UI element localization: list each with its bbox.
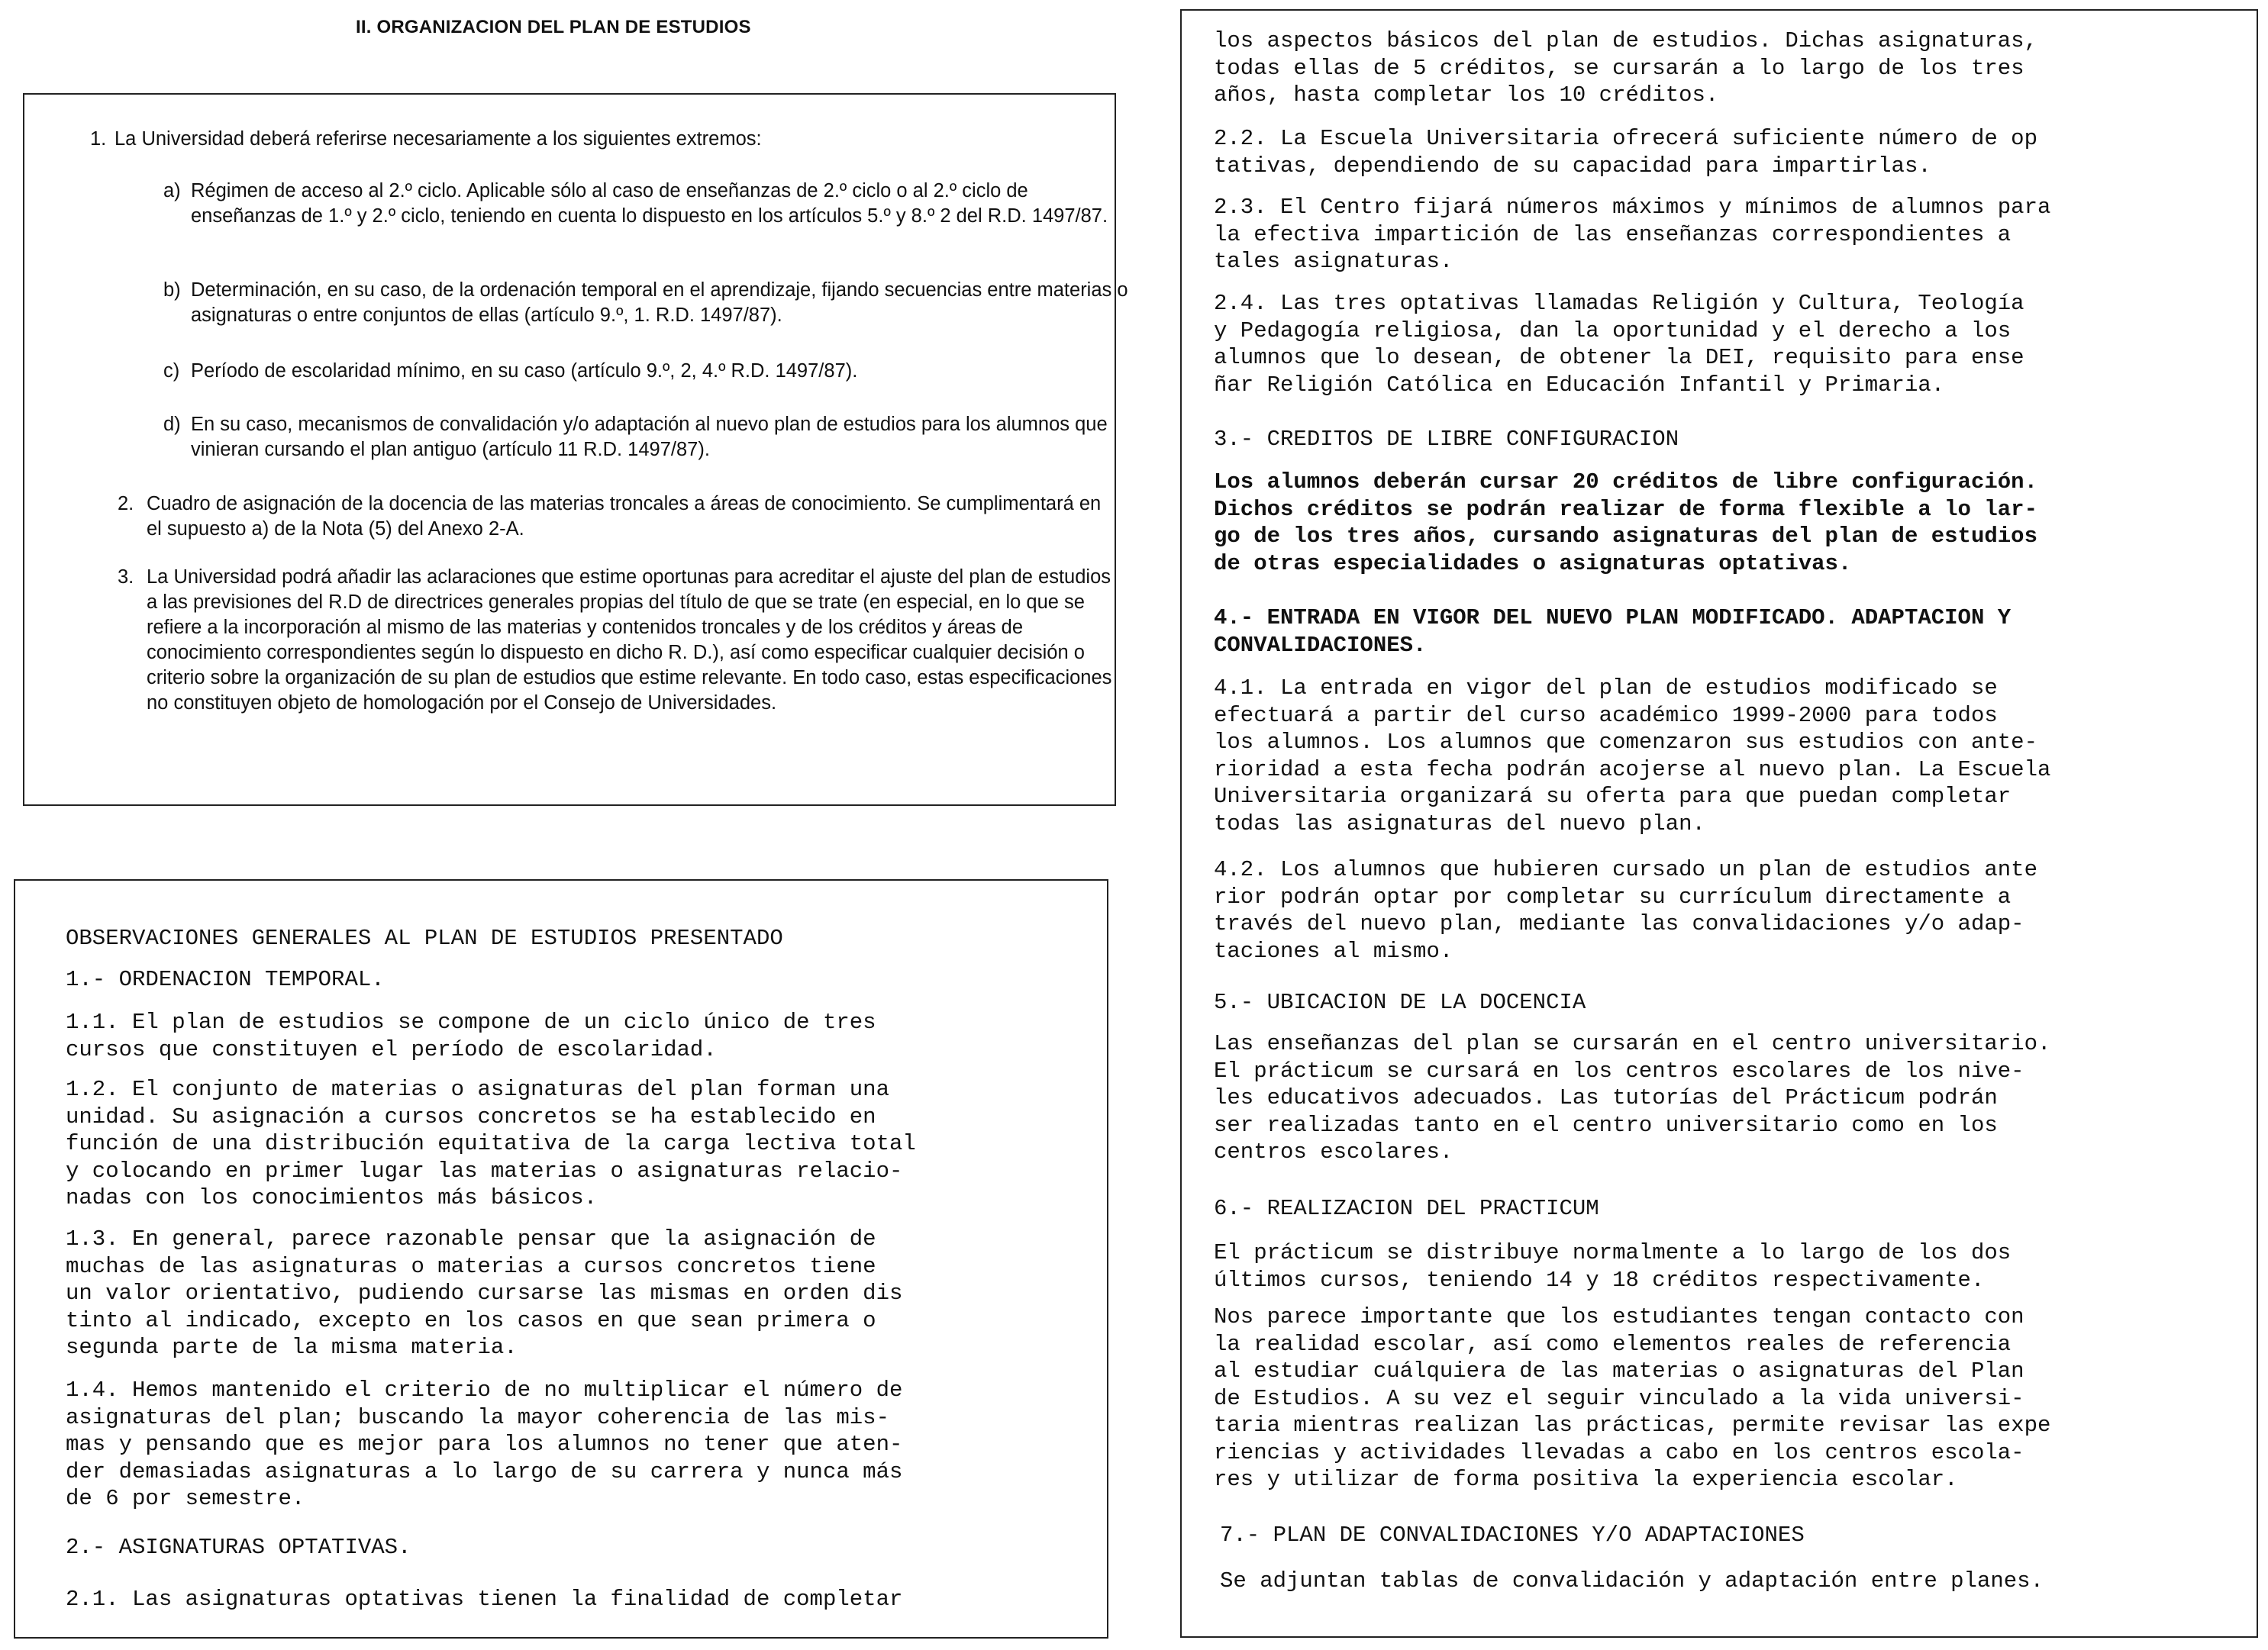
section-2-heading: 2.- ASIGNATURAS OPTATIVAS. <box>66 1535 411 1560</box>
observaciones-box <box>14 879 1108 1639</box>
section-3-heading: 3.- CREDITOS DE LIBRE CONFIGURACION <box>1214 427 1679 452</box>
paragraph-5: Las enseñanzas del plan se cursarán en el centro universitario. El prácticum se cursará en los centros escolares de los nive- les educativos adecuados. Las tutorías del Prácticum podrán ser realizadas tanto en el centro universitario como en los centros escolares. <box>1214 1031 2051 1165</box>
instruction-item-2: 2. Cuadro de asignación de la docencia de las materias troncales a áreas de conocimiento. Se cumplimentará en el supuesto a) de la Nota (5) del Anexo 2-A. <box>118 493 1102 540</box>
instruction-item-3: 3. La Universidad podrá añadir las aclaraciones que estime oportunas para acreditar el ajuste del plan de estudios a las previsiones del R.D de directrices generales propias del título de que se trate (en especial, en lo que se refiere a la incorporación al mismo de las materias y contenidos troncales y de los créditos y áreas de conocimiento correspondientes según lo dispuesto en dicho R. D.), así como especificar cualquier decisión o criterio sobre la organización de su plan de estudios que estime relevante. En todo caso, estas especificaciones no constituyen objeto de homologación por el Consejo de Universidades. <box>118 566 1112 714</box>
paragraph-1-3: 1.3. En general, parece razonable pensar que la asignación de muchas de las asignaturas o materias a cursos concretos tiene un valor orientativo, pudiendo cursarse las mismas en orden dis tinto al indicado, excepto en los casos en que sean primera o segunda parte de la misma materia. <box>66 1226 903 1360</box>
instructions-box <box>23 93 1128 806</box>
instruction-item-1: 1. La Universidad deberá referirse necesariamente a los siguientes extremos: <box>90 128 762 150</box>
paragraph-4-1: 4.1. La entrada en vigor del plan de estudios modificado se efectuará a partir del curso académico 1999-2000 para todos los alumnos. Los alumnos que comenzaron sus estudios con ante- rioridad a esta fecha podrán acojerse al nuevo plan. La Escuela Universitaria organizará su oferta para que puedan completar todas las asignaturas del nuevo plan. <box>1214 675 2051 836</box>
section-7-heading: 7.- PLAN DE CONVALIDACIONES Y/O ADAPTACIONES <box>1220 1523 1805 1548</box>
instruction-sub-b: b) Determinación, en su caso, de la ordenación temporal en el aprendizaje, fijando secuencias entre materias o asignaturas o entre conjuntos de ellas (artículo 9.º, 1. R.D. 1497/87). <box>163 279 1128 326</box>
continuation-box <box>1180 9 2258 1638</box>
paragraph-1-1: 1.1. El plan de estudios se compone de un ciclo único de tres cursos que constituyen el período de escolaridad. <box>66 1010 876 1062</box>
paragraph-2-1-continued: los aspectos básicos del plan de estudios. Dichas asignaturas, todas ellas de 5 créditos, se cursarán a lo largo de los tres años, hasta completar los 10 créditos. <box>1214 28 2037 108</box>
page-title: II. ORGANIZACION DEL PLAN DE ESTUDIOS <box>356 17 751 37</box>
instruction-sub-a: a) Régimen de acceso al 2.º ciclo. Aplicable sólo al caso de enseñanzas de 2.º ciclo o al 2.º ciclo de enseñanzas de 1.º y 2.º ciclo, teniendo en cuenta lo dispuesto en los artículos 5.º y 8.º 2 del R.D. 1497/87. <box>163 180 1108 227</box>
paragraph-2-2: 2.2. La Escuela Universitaria ofrecerá suficiente número de op tativas, dependiendo de su capacidad para impartirlas. <box>1214 126 2037 179</box>
paragraph-3: Los alumnos deberán cursar 20 créditos de libre configuración. Dichos créditos se podrán realizar de forma flexible a lo lar- go de los tres años, cursando asignaturas del plan de estudios de otras especialidades o asignaturas optativas. <box>1214 469 2037 576</box>
paragraph-6-2: Nos parece importante que los estudiantes tengan contacto con la realidad escolar, así como elementos reales de referencia al estudiar cuálquiera de las materias o asignaturas del Plan de Estudios. A su vez el seguir vinculado a la vida universi- taria mientras realizan las prácticas, permite revisar las expe riencias y actividades llevadas a cabo en los centros escola- res y utilizar de forma positiva la experiencia escolar. <box>1214 1304 2051 1492</box>
observaciones-title: OBSERVACIONES GENERALES AL PLAN DE ESTUDIOS PRESENTADO <box>66 926 783 951</box>
section-1-heading: 1.- ORDENACION TEMPORAL. <box>66 967 385 992</box>
paragraph-7: Se adjuntan tablas de convalidación y adaptación entre planes. <box>1220 1568 2044 1594</box>
paragraph-2-1-start: 2.1. Las asignaturas optativas tienen la finalidad de completar <box>66 1587 903 1612</box>
instruction-sub-c: c) Período de escolaridad mínimo, en su caso (artículo 9.º, 2, 4.º R.D. 1497/87). <box>163 360 858 382</box>
paragraph-2-3: 2.3. El Centro fijará números máximos y mínimos de alumnos para la efectiva impartición de las enseñanzas correspondientes a tales asignaturas. <box>1214 195 2051 274</box>
section-5-heading: 5.- UBICACION DE LA DOCENCIA <box>1214 990 1586 1015</box>
section-6-heading: 6.- REALIZACION DEL PRACTICUM <box>1214 1196 1599 1221</box>
paragraph-6-1: El prácticum se distribuye normalmente a lo largo de los dos últimos cursos, teniendo 14 y 18 créditos respectivamente. <box>1214 1240 2012 1293</box>
paragraph-2-4: 2.4. Las tres optativas llamadas Religión y Cultura, Teología y Pedagogía religiosa, dan la oportunidad y el derecho a los alumnos que lo desean, de obtener la DEI, requisito para ense ñar Religión Católica en Educación Infantil y Primaria. <box>1214 291 2024 398</box>
paragraph-4-2: 4.2. Los alumnos que hubieren cursado un plan de estudios ante rior podrán optar por completar su currículum directamente a través del nuevo plan, mediante las convalidaciones y/o adap- taciones al mismo. <box>1214 857 2037 964</box>
paragraph-1-4: 1.4. Hemos mantenido el criterio de no multiplicar el número de asignaturas del plan; buscando la mayor coherencia de las mis- mas y pensando que es mejor para los alumnos no tener que aten- der demasiadas asignaturas a lo largo de su carrera y nunca más de 6 por semestre. <box>66 1378 903 1511</box>
instruction-sub-d: d) En su caso, mecanismos de convalidación y/o adaptación al nuevo plan de estudios para los alumnos que vinieran cursando el plan antiguo (artículo 11 R.D. 1497/87). <box>163 414 1108 460</box>
paragraph-1-2: 1.2. El conjunto de materias o asignaturas del plan forman una unidad. Su asignación a cursos concretos se ha establecido en función de una distribución equitativa de la carga lectiva total y colocando en primer lugar las materias o asignaturas relacio- nadas con los conocimientos más básicos. <box>66 1077 916 1210</box>
section-4-heading: 4.- ENTRADA EN VIGOR DEL NUEVO PLAN MODIFICADO. ADAPTACION Y CONVALIDACIONES. <box>1214 605 2012 658</box>
